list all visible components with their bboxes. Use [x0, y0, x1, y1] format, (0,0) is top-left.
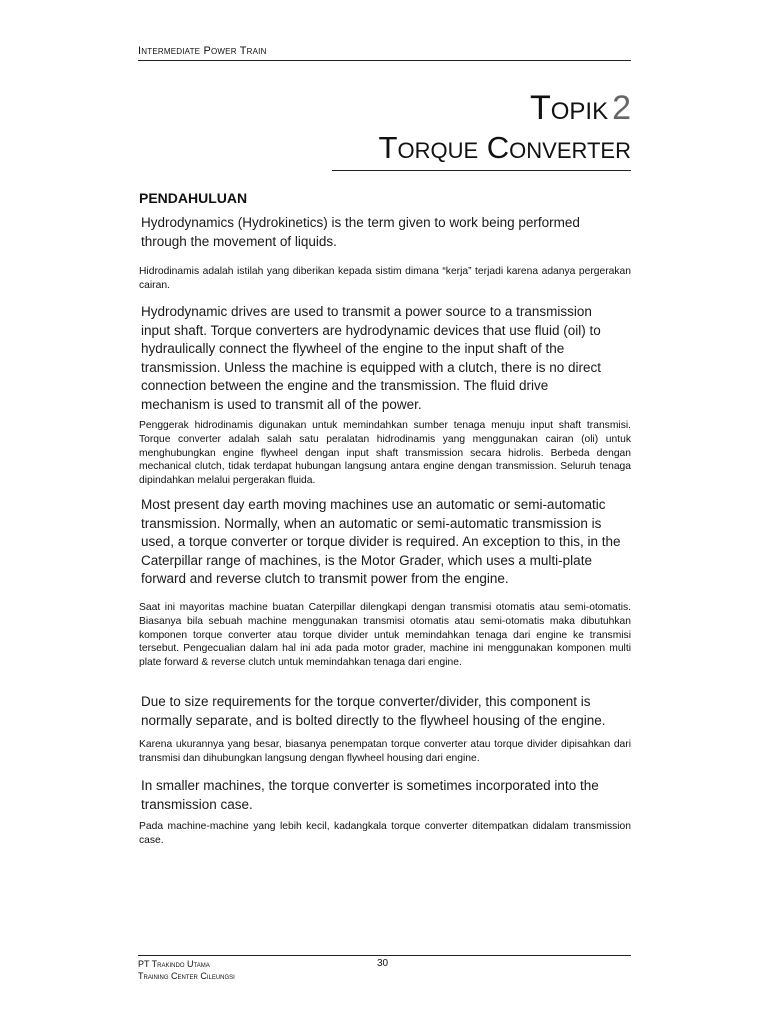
chapter-title: Torque Converter: [378, 130, 631, 165]
running-header: Intermediate Power Train: [138, 45, 267, 57]
english-paragraph: Hydrodynamic drives are used to transmit a power source to a transmission input shaft. Torque converters are hydrodynamic devices that use fluid (oil) to hydraulically connect the flywheel of the engine to the input shaft of the transmission. Unless the machine is equipped with a clutch, there is no direct connection between the engine and the transmission. The fluid drive mechanism is used to transmit all of the power.: [141, 304, 601, 412]
indonesian-paragraph: Karena ukurannya yang besar, biasanya penempatan torque converter atau torque divider dipisahkan dari transmisi dan dihubungkan langsung dengan flywheel housing dari engine.: [139, 739, 631, 764]
footer-company: PT Trakindo Utama: [138, 959, 210, 969]
footer-company-block: [138, 958, 235, 982]
english-paragraph: Most present day earth moving machines use an automatic or semi-automatic transmission. Normally, when an automatic or semi-automatic transmission is used, a torque converter or torque divider is required. An exception to this, in the Caterpillar range of machines, is the Motor Grader, which uses a multi-plate forward and reverse clutch to transmit power from the engine.: [141, 497, 621, 587]
title-rule: [332, 170, 631, 171]
page-number: 30: [377, 958, 389, 969]
indonesian-paragraph: Hidrodinamis adalah istilah yang diberikan kepada sistim dimana “kerja” terjadi karena adanya pergerakan cairan.: [139, 266, 631, 291]
english-paragraph: Hydrodynamics (Hydrokinetics) is the term given to work being performed through the movement of liquids.: [141, 215, 580, 249]
indonesian-paragraph: Saat ini mayoritas machine buatan Caterpillar dilengkapi dengan transmisi otomatis atau semi-otomatis. Biasanya bila sebuah machine menggunakan transmisi otomatis atau semi-otomatis maka dibutuhkan komponen torque converter atau torque divider untuk memindahkan tenaga dari engine ke transmisi tersebut. Pengecualian dalam hal ini ada pada motor grader, machine ini menggunakan komponen multi plate forward & reverse clutch untuk memindahkan tenaga dari engine.: [139, 602, 631, 669]
topic-word: Topik: [529, 89, 609, 127]
footer-rule: [138, 955, 631, 956]
section-heading: PENDAHULUAN: [139, 190, 248, 206]
indonesian-paragraph: Pada machine-machine yang lebih kecil, kadangkala torque converter ditempatkan didalam transmission case.: [139, 821, 631, 846]
footer-training-center: Training Center Cileungsi: [138, 971, 235, 981]
english-paragraph: Due to size requirements for the torque converter/divider, this component is normally separate, and is bolted directly to the flywheel housing of the engine.: [141, 694, 606, 728]
english-paragraph: In smaller machines, the torque converter is sometimes incorporated into the transmission case.: [141, 778, 599, 812]
indonesian-paragraph: Penggerak hidrodinamis digunakan untuk memindahkan sumber tenaga menuju input shaft transmisi. Torque converter adalah salah satu peralatan hidrodinamis yang menggunakan cairan (oli) untuk menghubungkan engine flywheel dengan input shaft transmission secara hidrolis. Berbeda dengan mechanical clutch, tidak terdapat hubungan langsung antara engine dengan transmission. Seluruh tenaga dipindahkan melalui pergerakan fluida.: [139, 420, 631, 487]
header-rule: [138, 60, 631, 61]
topic-label: [530, 88, 631, 128]
topic-number: 2: [612, 89, 631, 127]
